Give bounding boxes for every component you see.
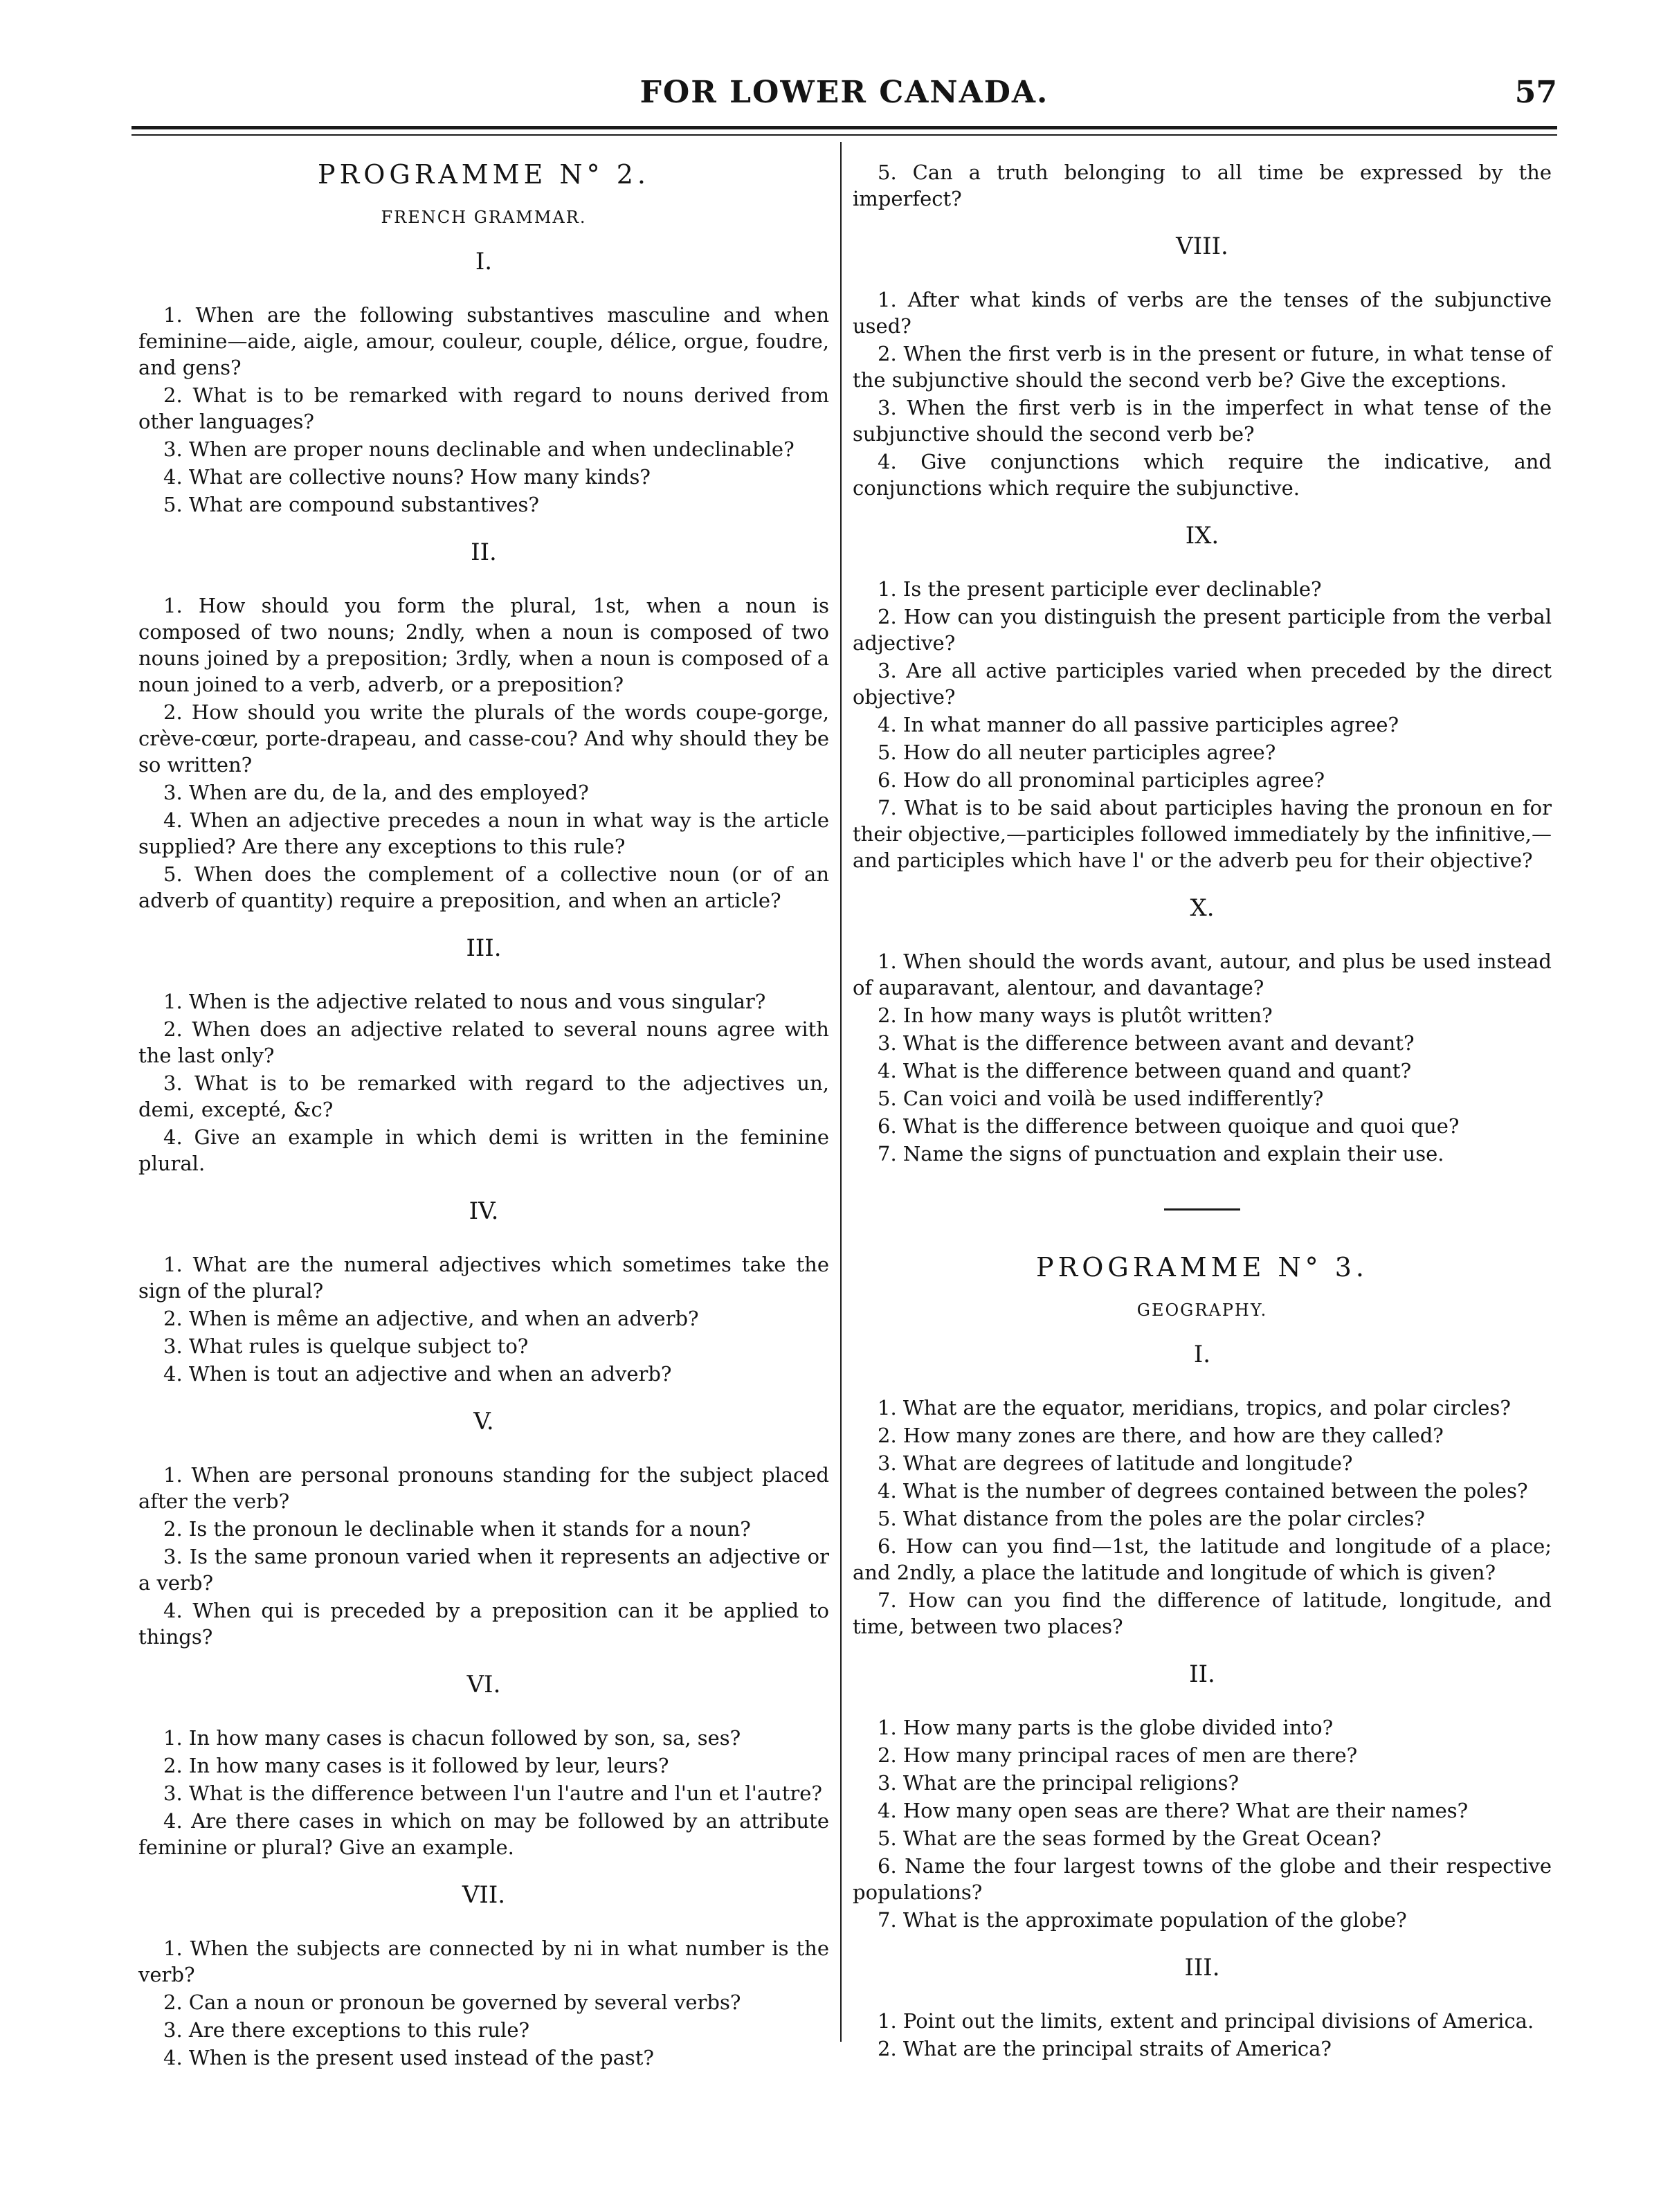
question: 3. When are proper nouns declinable and when undeclinable? [163, 437, 795, 461]
question: 7. What is to be said about participles having the pronoun en for their objective,—participles followed immediately by the infinitive,—and participles which have l' or the adverb peu for their objective? [853, 796, 1552, 872]
question: 7. How can you find the difference of latitude, longitude, and time, between two places? [853, 1588, 1552, 1638]
question: 1. When are the following substantives masculine and when feminine—aide, aigle, amour, couleur, couple, délice, orgue, foudre, and gens? [138, 303, 829, 379]
question: 4. When is the present used instead of the past? [163, 2046, 654, 2069]
question: 4. When an adjective precedes a noun in what way is the article supplied? Are there any exceptions to this rule? [138, 808, 829, 858]
question: 6. Name the four largest towns of the globe and their respective populations? [853, 1854, 1552, 1904]
question: 2. When does an adjective related to several nouns agree with the last only? [138, 1017, 829, 1067]
section-heading: VIII. [1176, 233, 1228, 260]
question: 3. Are there exceptions to this rule? [163, 2018, 530, 2042]
question: 4. When is tout an adjective and when an adverb? [163, 1362, 672, 1386]
question: 1. What are the equator, meridians, tropics, and polar circles? [878, 1396, 1511, 1420]
section-heading: VII. [462, 1881, 506, 1909]
question: 6. How can you find—1st, the latitude and longitude of a place; and 2ndly, a place the latitude and longitude of which is given? [853, 1534, 1552, 1584]
question: 2. In how many ways is plutôt written? [878, 1004, 1273, 1027]
question: 1. What are the numeral adjectives which sometimes take the sign of the plural? [138, 1253, 829, 1303]
question: 3. When are du, de la, and des employed? [163, 781, 589, 804]
question: 3. What is the difference between avant and devant? [878, 1031, 1415, 1055]
question: 5. What distance from the poles are the polar circles? [878, 1507, 1425, 1530]
question: 5. How do all neuter participles agree? [878, 741, 1276, 764]
section-heading: IX. [1185, 522, 1219, 550]
question: 2. How can you distinguish the present participle from the verbal adjective? [853, 605, 1552, 655]
question: 1. When is the adjective related to nous and vous singular? [163, 990, 766, 1013]
question: 1. When are personal pronouns standing for the subject placed after the verb? [138, 1463, 829, 1513]
question: 4. Give an example in which demi is written in the feminine plural. [138, 1125, 829, 1175]
question: 3. Are all active participles varied when preceded by the direct objective? [853, 659, 1552, 709]
question: 1. When should the words avant, autour, and plus be used instead of auparavant, alentour, and davantage? [853, 950, 1552, 999]
question: 3. What rules is quelque subject to? [163, 1334, 529, 1358]
programme-title: PROGRAMME N° 3. [1036, 1252, 1368, 1282]
subject-heading: FRENCH GRAMMAR. [381, 208, 587, 227]
question: 7. Name the signs of punctuation and explain their use. [878, 1142, 1444, 1166]
section-heading: V. [473, 1408, 494, 1435]
question: 3. Is the same pronoun varied when it represents an adjective or a verb? [138, 1545, 829, 1595]
question: 4. Give conjunctions which require the indicative, and conjunctions which require the subjunctive. [853, 450, 1552, 500]
subject-heading: GEOGRAPHY. [1136, 1300, 1268, 1320]
left-column [138, 159, 829, 2072]
right-column [853, 159, 1552, 2063]
programme-title: PROGRAMME N° 2. [318, 159, 650, 190]
question: 2. When the first verb is in the present or future, in what tense of the subjunctive should the second verb be? Give the exceptions. [853, 342, 1552, 392]
question: 2. When is même an adjective, and when an adverb? [163, 1307, 699, 1330]
question: 1. Point out the limits, extent and principal divisions of America. [878, 2009, 1534, 2033]
section-heading: I. [1193, 1341, 1211, 1368]
question: 1. In how many cases is chacun followed by son, sa, ses? [163, 1726, 741, 1750]
question: 2. In how many cases is it followed by leur, leurs? [163, 1754, 669, 1777]
question: 5. What are the seas formed by the Great Ocean? [878, 1826, 1381, 1850]
page-number: 57 [1514, 75, 1557, 110]
question: 1. Is the present participle ever declinable? [878, 577, 1322, 601]
question: 5. Can a truth belonging to all time be expressed by the imperfect? [853, 161, 1552, 210]
question: 6. What is the difference between quoique and quoi que? [878, 1114, 1460, 1138]
question: 4. Are there cases in which on may be followed by an attribute feminine or plural? Give an example. [138, 1809, 829, 1859]
question: 5. Can voici and voilà be used indifferently? [878, 1087, 1324, 1110]
question: 4. What is the number of degrees contained between the poles? [878, 1479, 1528, 1503]
question: 6. How do all pronominal participles agree? [878, 768, 1325, 792]
section-heading: I. [475, 248, 493, 275]
section-heading: II. [1189, 1660, 1215, 1688]
question: 1. How many parts is the globe divided into? [878, 1716, 1334, 1739]
question: 2. How should you write the plurals of the words coupe-gorge, crève-cœur, porte-drapeau, and casse-cou? And why should they be so written? [138, 700, 829, 777]
section-heading: III. [1184, 1954, 1220, 1982]
question: 4. What is the difference between quand and quant? [878, 1059, 1412, 1082]
question: 3. What is to be remarked with regard to the adjectives un, demi, excepté, &c? [138, 1071, 829, 1121]
section-heading: X. [1190, 894, 1215, 922]
question: 5. When does the complement of a collective noun (or of an adverb of quantity) require a preposition, and when an article? [138, 862, 829, 912]
question: 2. Can a noun or pronoun be governed by several verbs? [163, 1991, 741, 2014]
question: 2. What are the principal straits of America? [878, 2037, 1332, 2060]
question: 3. What are degrees of latitude and longitude? [878, 1451, 1353, 1475]
section-heading: II. [471, 538, 497, 566]
question: 3. What is the difference between l'un l'autre and l'un et l'autre? [163, 1782, 822, 1805]
column-divider [840, 142, 842, 2042]
section-heading: IV. [469, 1197, 499, 1225]
running-title: FOR LOWER CANADA. [639, 75, 1049, 110]
section-heading: III. [466, 934, 502, 962]
question: 3. What are the principal religions? [878, 1771, 1239, 1795]
question: 1. How should you form the plural, 1st, when a noun is composed of two nouns; 2ndly, when a noun is composed of two nouns joined by a preposition; 3rdly, when a noun is composed of a noun joined to a verb, adverb, or a preposition? [138, 594, 829, 696]
question: 4. How many open seas are there? What are their names? [878, 1799, 1469, 1822]
question: 2. Is the pronoun le declinable when it stands for a noun? [163, 1517, 751, 1541]
question: 2. What is to be remarked with regard to nouns derived from other languages? [138, 383, 829, 433]
question: 3. When the first verb is in the imperfect in what tense of the subjunctive should the second verb be? [853, 396, 1552, 446]
section-divider [1164, 1208, 1240, 1211]
question: 4. When qui is preceded by a preposition can it be applied to things? [138, 1599, 829, 1649]
question: 5. What are compound substantives? [163, 493, 539, 516]
question: 7. What is the approximate population of the globe? [878, 1908, 1407, 1932]
header-rule [131, 126, 1557, 129]
question: 1. After what kinds of verbs are the tenses of the subjunctive used? [853, 288, 1552, 338]
section-heading: VI. [466, 1671, 501, 1698]
page-header [131, 75, 1557, 116]
question: 4. In what manner do all passive participles agree? [878, 713, 1399, 736]
question: 2. How many principal races of men are there? [878, 1743, 1358, 1767]
question: 2. How many zones are there, and how are they called? [878, 1424, 1444, 1447]
question: 4. What are collective nouns? How many kinds? [163, 465, 651, 489]
question: 1. When the subjects are connected by ni in what number is the verb? [138, 1937, 829, 1986]
header-rule-thin [131, 134, 1557, 136]
